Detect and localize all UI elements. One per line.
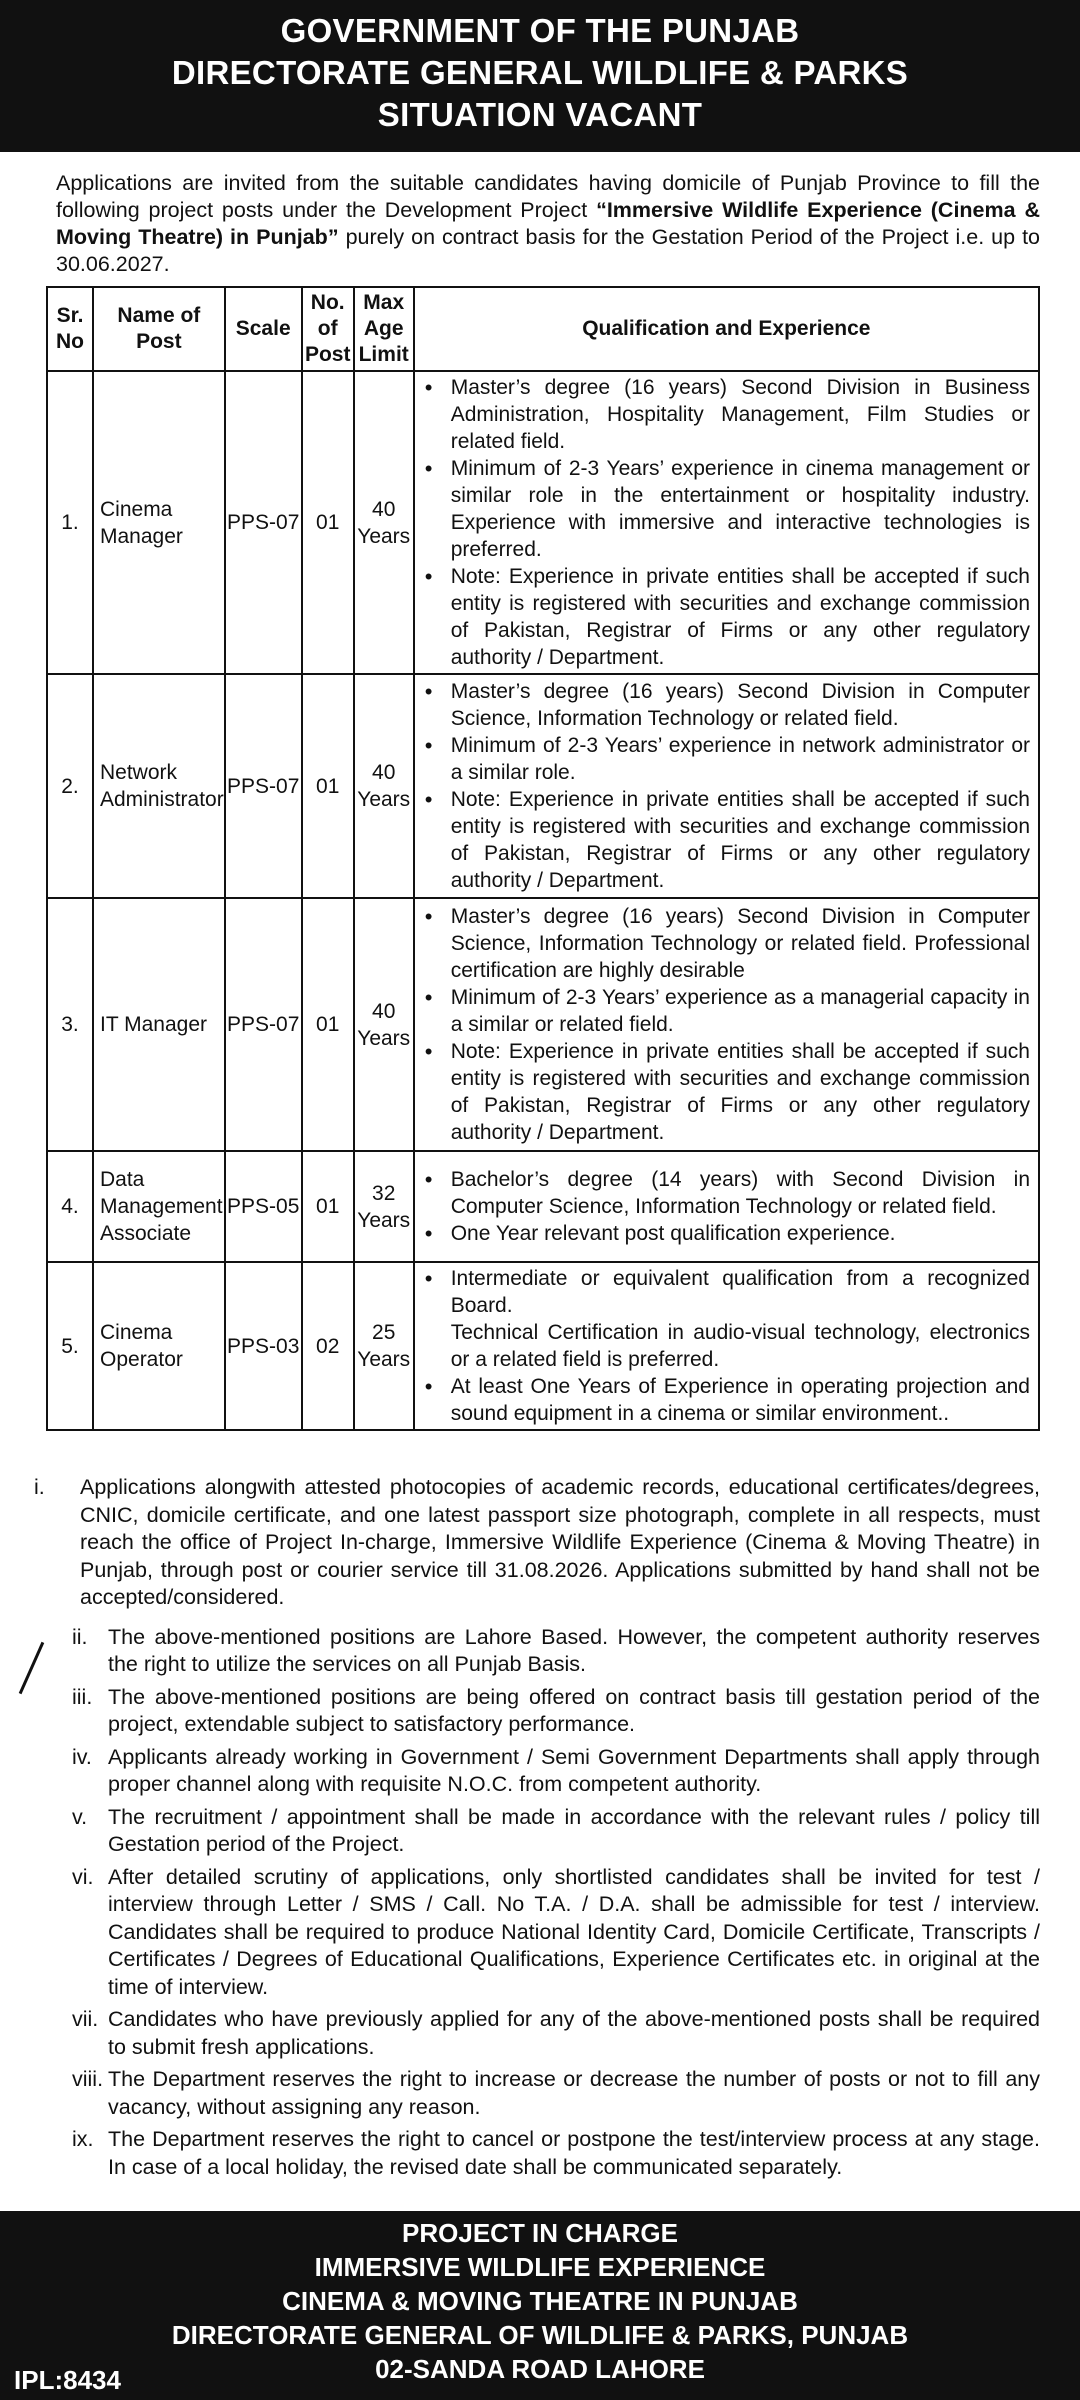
note-text: The Department reserves the right to increase or decrease the number of posts or not to fill any vacancy, without assigning any reason.	[108, 2067, 1040, 2119]
footer-address: 02-SANDA ROAD LAHORE	[375, 2354, 705, 2384]
cell-age: 40 Years	[354, 898, 414, 1151]
list-item	[62, 1684, 1040, 1739]
cell-posts: 01	[302, 674, 354, 898]
cell-scale: PPS-07	[225, 371, 302, 674]
cell-sr: 1.	[47, 371, 93, 674]
header-situation-vacant: SITUATION VACANT	[377, 96, 703, 133]
cell-sr: 5.	[47, 1262, 93, 1430]
note-text: The above-mentioned positions are Lahore Based. However, the competent authority reserves the right to utilize the services on all Punjab Basis.	[108, 1624, 1040, 1676]
table-row	[47, 1151, 1039, 1262]
list-item	[62, 2126, 1040, 2181]
list-item	[34, 1474, 1040, 1612]
cell-qualification	[414, 1151, 1039, 1262]
list-item	[62, 1804, 1040, 1859]
table-row	[47, 1262, 1039, 1430]
note-text: The Department reserves the right to cancel or postpone the test/interview process at any stage. In case of a local holiday, the revised date shall be communicated separately.	[108, 2127, 1040, 2179]
cell-age: 25 Years	[354, 1262, 414, 1430]
note-number: v.	[72, 1804, 88, 1829]
cell-post-name: Network Administrator	[93, 674, 225, 898]
cell-posts: 01	[302, 898, 354, 1151]
qualification-item: • Note: Experience in private entities shall be accepted if such entity is registered with securities and exchange commission of Pakistan, Registrar of Firms or any other regulatory authority / Department.	[419, 1038, 1030, 1146]
qualification-item: • Master’s degree (16 years) Second Division in Computer Science, Information Technology or related field.	[419, 678, 1030, 732]
cell-scale: PPS-05	[225, 1151, 302, 1262]
cell-post-name: Data Management Associate	[93, 1151, 225, 1262]
cell-post-name: Cinema Manager	[93, 371, 225, 674]
intro-paragraph	[56, 170, 1040, 278]
footer-project-in-charge: PROJECT IN CHARGE	[402, 2218, 678, 2248]
list-item	[62, 2006, 1040, 2061]
cell-post-name: IT Manager	[93, 898, 225, 1151]
note-number: iii.	[72, 1684, 93, 1709]
cell-sr: 2.	[47, 674, 93, 898]
qualification-item: • Master’s degree (16 years) Second Division in Computer Science, Information Technology or related field. Professional certification are highly desirable	[419, 903, 1030, 984]
cell-qualification	[414, 1262, 1039, 1430]
qualification-item: • Note: Experience in private entities shall be accepted if such entity is registered with securities and exchange commission of Pakistan, Registrar of Firms or any other regulatory authority / Department.	[419, 563, 1030, 671]
qualification-item: • One Year relevant post qualification experience.	[419, 1220, 1030, 1247]
qualification-item: • Bachelor’s degree (14 years) with Second Division in Computer Science, Information Technology or related field.	[419, 1166, 1030, 1220]
header-directorate: DIRECTORATE GENERAL WILDLIFE & PARKS	[171, 54, 909, 91]
cell-age: 40 Years	[354, 674, 414, 898]
cell-qualification	[414, 371, 1039, 674]
header-government: GOVERNMENT OF THE PUNJAB	[280, 12, 800, 49]
ipl-number: IPL:8434	[14, 2365, 121, 2395]
header-qualification: Qualification and Experience	[414, 287, 1039, 371]
cell-sr: 3.	[47, 898, 93, 1151]
table-row	[47, 674, 1039, 898]
note-number: iv.	[72, 1744, 92, 1769]
list-item	[62, 1624, 1040, 1679]
intro-project-name: “Immersive Wildlife Experience (Cinema & Moving Theatre) in Punjab”	[56, 198, 1040, 249]
note-text: The recruitment / appointment shall be made in accordance with the relevant rules / policy till Gestation period of the Project.	[108, 1804, 1040, 1856]
note-text: Applicants already working in Government / Semi Government Departments shall apply through proper channel along with requisite N.O.C. from competent authority.	[108, 1744, 1040, 1796]
cell-posts: 01	[302, 1151, 354, 1262]
qualification-item: Technical Certification in audio-visual technology, electronics or a related field is preferred.	[450, 1321, 1030, 1371]
note-number: i.	[34, 1475, 45, 1499]
header-no-of-post: No. of Post	[302, 287, 354, 371]
qualification-item: • Note: Experience in private entities shall be accepted if such entity is registered with securities and exchange commission of Pakistan, Registrar of Firms or any other regulatory authority / Department.	[419, 786, 1030, 894]
table-row	[47, 371, 1039, 674]
cell-sr: 4.	[47, 1151, 93, 1262]
cell-qualification	[414, 674, 1039, 898]
header-sr-no: Sr. No	[47, 287, 93, 371]
list-item	[62, 1864, 1040, 2002]
table-header-row	[47, 287, 1039, 371]
footer-band	[0, 2211, 1080, 2400]
cell-scale: PPS-07	[225, 898, 302, 1151]
footer-cinema-theatre: CINEMA & MOVING THEATRE IN PUNJAB	[282, 2286, 798, 2316]
qualification-item: • Minimum of 2-3 Years’ experience in cinema management or similar role in the entertainment or hospitality industry. Experience with immersive and interactive technologies is preferred.	[419, 455, 1030, 563]
cell-scale: PPS-03	[225, 1262, 302, 1430]
header-max-age: Max Age Limit	[354, 287, 414, 371]
header-band	[0, 0, 1080, 152]
footer-directorate: DIRECTORATE GENERAL OF WILDLIFE & PARKS, PUNJAB	[171, 2320, 909, 2350]
list-item	[62, 2066, 1040, 2121]
list-item	[62, 1744, 1040, 1799]
qualification-item: • Intermediate or equivalent qualification from a recognized Board.	[419, 1265, 1030, 1319]
note-text: Applications alongwith attested photocopies of academic records, educational certificates/degrees, CNIC, domicile certificate, and one latest passport size photograph, complete in all respects, must reach the office of Project In-charge, Immersive Wildlife Experience (Cinema & Moving Theatre) in Punjab, through post or courier service till 31.08.2026. Applications submitted by hand shall not be accepted/considered.	[80, 1475, 1040, 1609]
posts-table	[46, 286, 1040, 1431]
header-scale: Scale	[225, 287, 302, 371]
note-number: vii.	[72, 2007, 99, 2031]
note-number: vi.	[72, 1864, 94, 1889]
note-number: ii.	[72, 1624, 88, 1649]
qualification-item: • Minimum of 2-3 Years’ experience in network administrator or a similar role.	[419, 732, 1030, 786]
cell-age: 40 Years	[354, 371, 414, 674]
footer-project-name: IMMERSIVE WILDLIFE EXPERIENCE	[314, 2252, 766, 2282]
qualification-item: • Minimum of 2-3 Years’ experience as a managerial capacity in a similar or related field.	[419, 984, 1030, 1038]
qualification-item: • At least One Years of Experience in operating projection and sound equipment in a cinema or similar environment..	[419, 1373, 1030, 1427]
cell-qualification	[414, 898, 1039, 1151]
header-name-of-post: Name of Post	[93, 287, 225, 371]
cell-posts: 01	[302, 371, 354, 674]
cell-scale: PPS-07	[225, 674, 302, 898]
note-text: The above-mentioned positions are being offered on contract basis till gestation period of the project, extendable subject to satisfactory performance.	[108, 1684, 1040, 1736]
note-text: After detailed scrutiny of applications, only shortlisted candidates shall be invited for test / interview through Letter / SMS / Call. No T.A. / D.A. shall be admissible for test / interview. Candidates shall be required to produce National Identity Card, Domicile Certificate, Transcripts / Certificates / Degrees of Educational Qualifications, Experience Certificates etc. in original at the time of interview.	[108, 1864, 1040, 1999]
cell-posts: 02	[302, 1262, 354, 1430]
note-number: viii.	[72, 2067, 104, 2091]
terms-list	[34, 1474, 1040, 2186]
qualification-item: • Master’s degree (16 years) Second Division in Business Administration, Hospitality Management, Film Studies or related field.	[419, 374, 1030, 455]
intro-text-1: Applications are invited from the suitable candidates having domicile of Punjab Province to fill the following project posts under the Development Project	[56, 171, 1040, 222]
note-text: Candidates who have previously applied for any of the above-mentioned posts shall be required to submit fresh applications.	[108, 2007, 1040, 2059]
note-number: ix.	[72, 2127, 94, 2151]
cell-post-name: Cinema Operator	[93, 1262, 225, 1430]
intro-text-2: purely on contract basis for the Gestation Period of the Project i.e. up to 30.06.2027.	[56, 225, 1041, 276]
cell-age: 32 Years	[354, 1151, 414, 1262]
table-row	[47, 898, 1039, 1151]
